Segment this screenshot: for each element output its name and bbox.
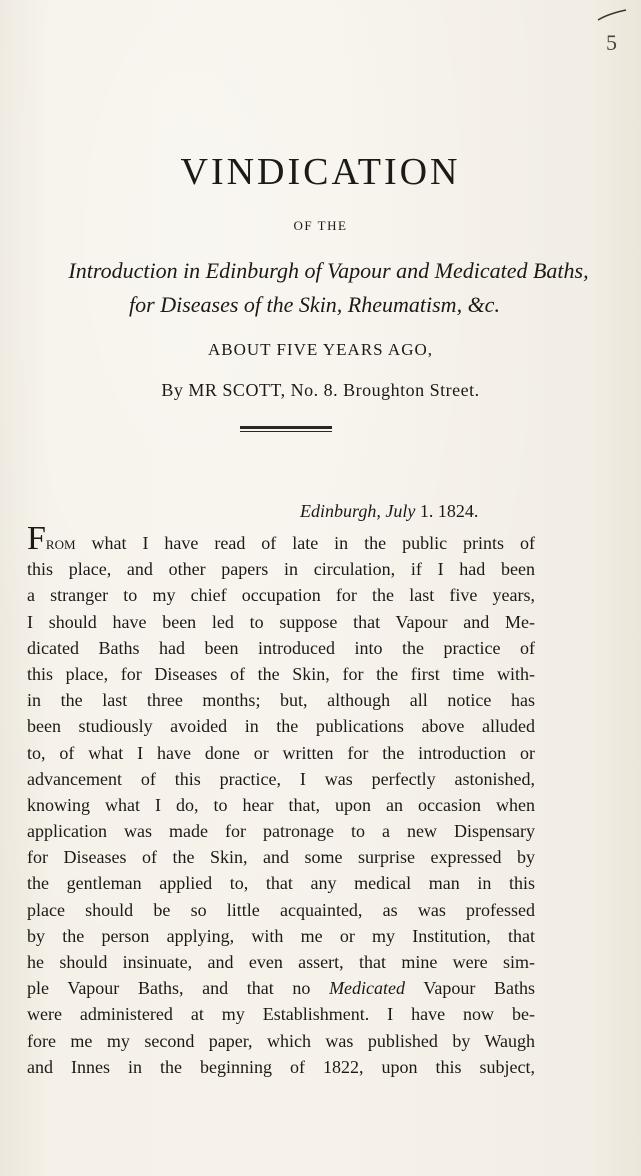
about-line: ABOUT FIVE YEARS AGO,: [207, 340, 434, 359]
body-line-4: I should have been led to suppose that Vapour and Me-: [27, 611, 535, 632]
body-line-10: advancement of this practice, I was perfectly astonished,: [27, 768, 535, 789]
subtitle-line-2: for Diseases of the Skin, Rheumatism, &c.: [129, 292, 500, 317]
body-line-18-italic: Medicated: [329, 978, 406, 999]
body-line-12: application was made for patronage to a new Dispensary: [27, 821, 535, 842]
body-line-2: this place, and other papers in circulation, if I had been: [27, 559, 535, 580]
dateline-place: Edinburgh, July: [300, 501, 416, 521]
dateline: [300, 501, 478, 522]
body-line-18-head: ple Vapour Baths, and that no: [27, 978, 330, 999]
body-line-16: by the person applying, with me or my Institution, that: [27, 925, 535, 946]
svg-text:5: 5: [606, 30, 617, 55]
body-line-13: for Diseases of the Skin, and some surprise expressed by: [27, 847, 535, 868]
drop-cap: F: [27, 520, 46, 557]
page-title: VINDICATION: [180, 151, 461, 193]
dateline-date: 1. 1824.: [415, 501, 479, 521]
body-line-18: [27, 975, 535, 1001]
page-number-mark: [590, 8, 630, 68]
body-line-17: he should insinuate, and even assert, that mine were sim-: [27, 952, 535, 972]
body-line-21: and Innes in the beginning of 1822, upon this subject,: [27, 1056, 535, 1077]
divider-rule-thin: [240, 431, 332, 432]
body-line-9: to, of what I have done or written for the introduction or: [27, 742, 535, 763]
body-paragraph: [27, 520, 535, 1080]
divider-rule: [240, 426, 332, 429]
body-line-5: dicated Baths had been introduced into the practice of: [27, 637, 535, 658]
body-line-1: [27, 520, 535, 557]
body-line-14: the gentleman applied to, that any medical man in this: [27, 873, 535, 894]
body-line-text: what I have read of late in the public prints of: [75, 533, 535, 553]
body-line-15: place should be so little acquainted, as was professed: [27, 899, 535, 920]
body-line-8: been studiously avoided in the publications above alluded: [27, 716, 535, 737]
body-line-19: were administered at my Establishment. I have now be-: [27, 1004, 535, 1025]
body-line-11: knowing what I do, to hear that, upon an occasion when: [27, 794, 535, 815]
body-line-20: fore me my second paper, which was published by Waugh: [27, 1030, 535, 1051]
subtitle-line-1: Introduction in Edinburgh of Vapour and Medicated Baths,: [68, 258, 589, 283]
body-line-3: a stranger to my chief occupation for the last five years,: [27, 585, 535, 606]
body-line-7: in the last three months; but, although all notice has: [27, 690, 535, 711]
body-line-18-tail: Vapour Baths: [405, 978, 535, 999]
subtitle-of-the: OF THE: [293, 218, 348, 233]
body-line-6: this place, for Diseases of the Skin, for the first time with-: [27, 663, 535, 684]
first-word-rest: rom: [45, 533, 76, 553]
byline: By MR SCOTT, No. 8. Broughton Street.: [161, 380, 480, 400]
